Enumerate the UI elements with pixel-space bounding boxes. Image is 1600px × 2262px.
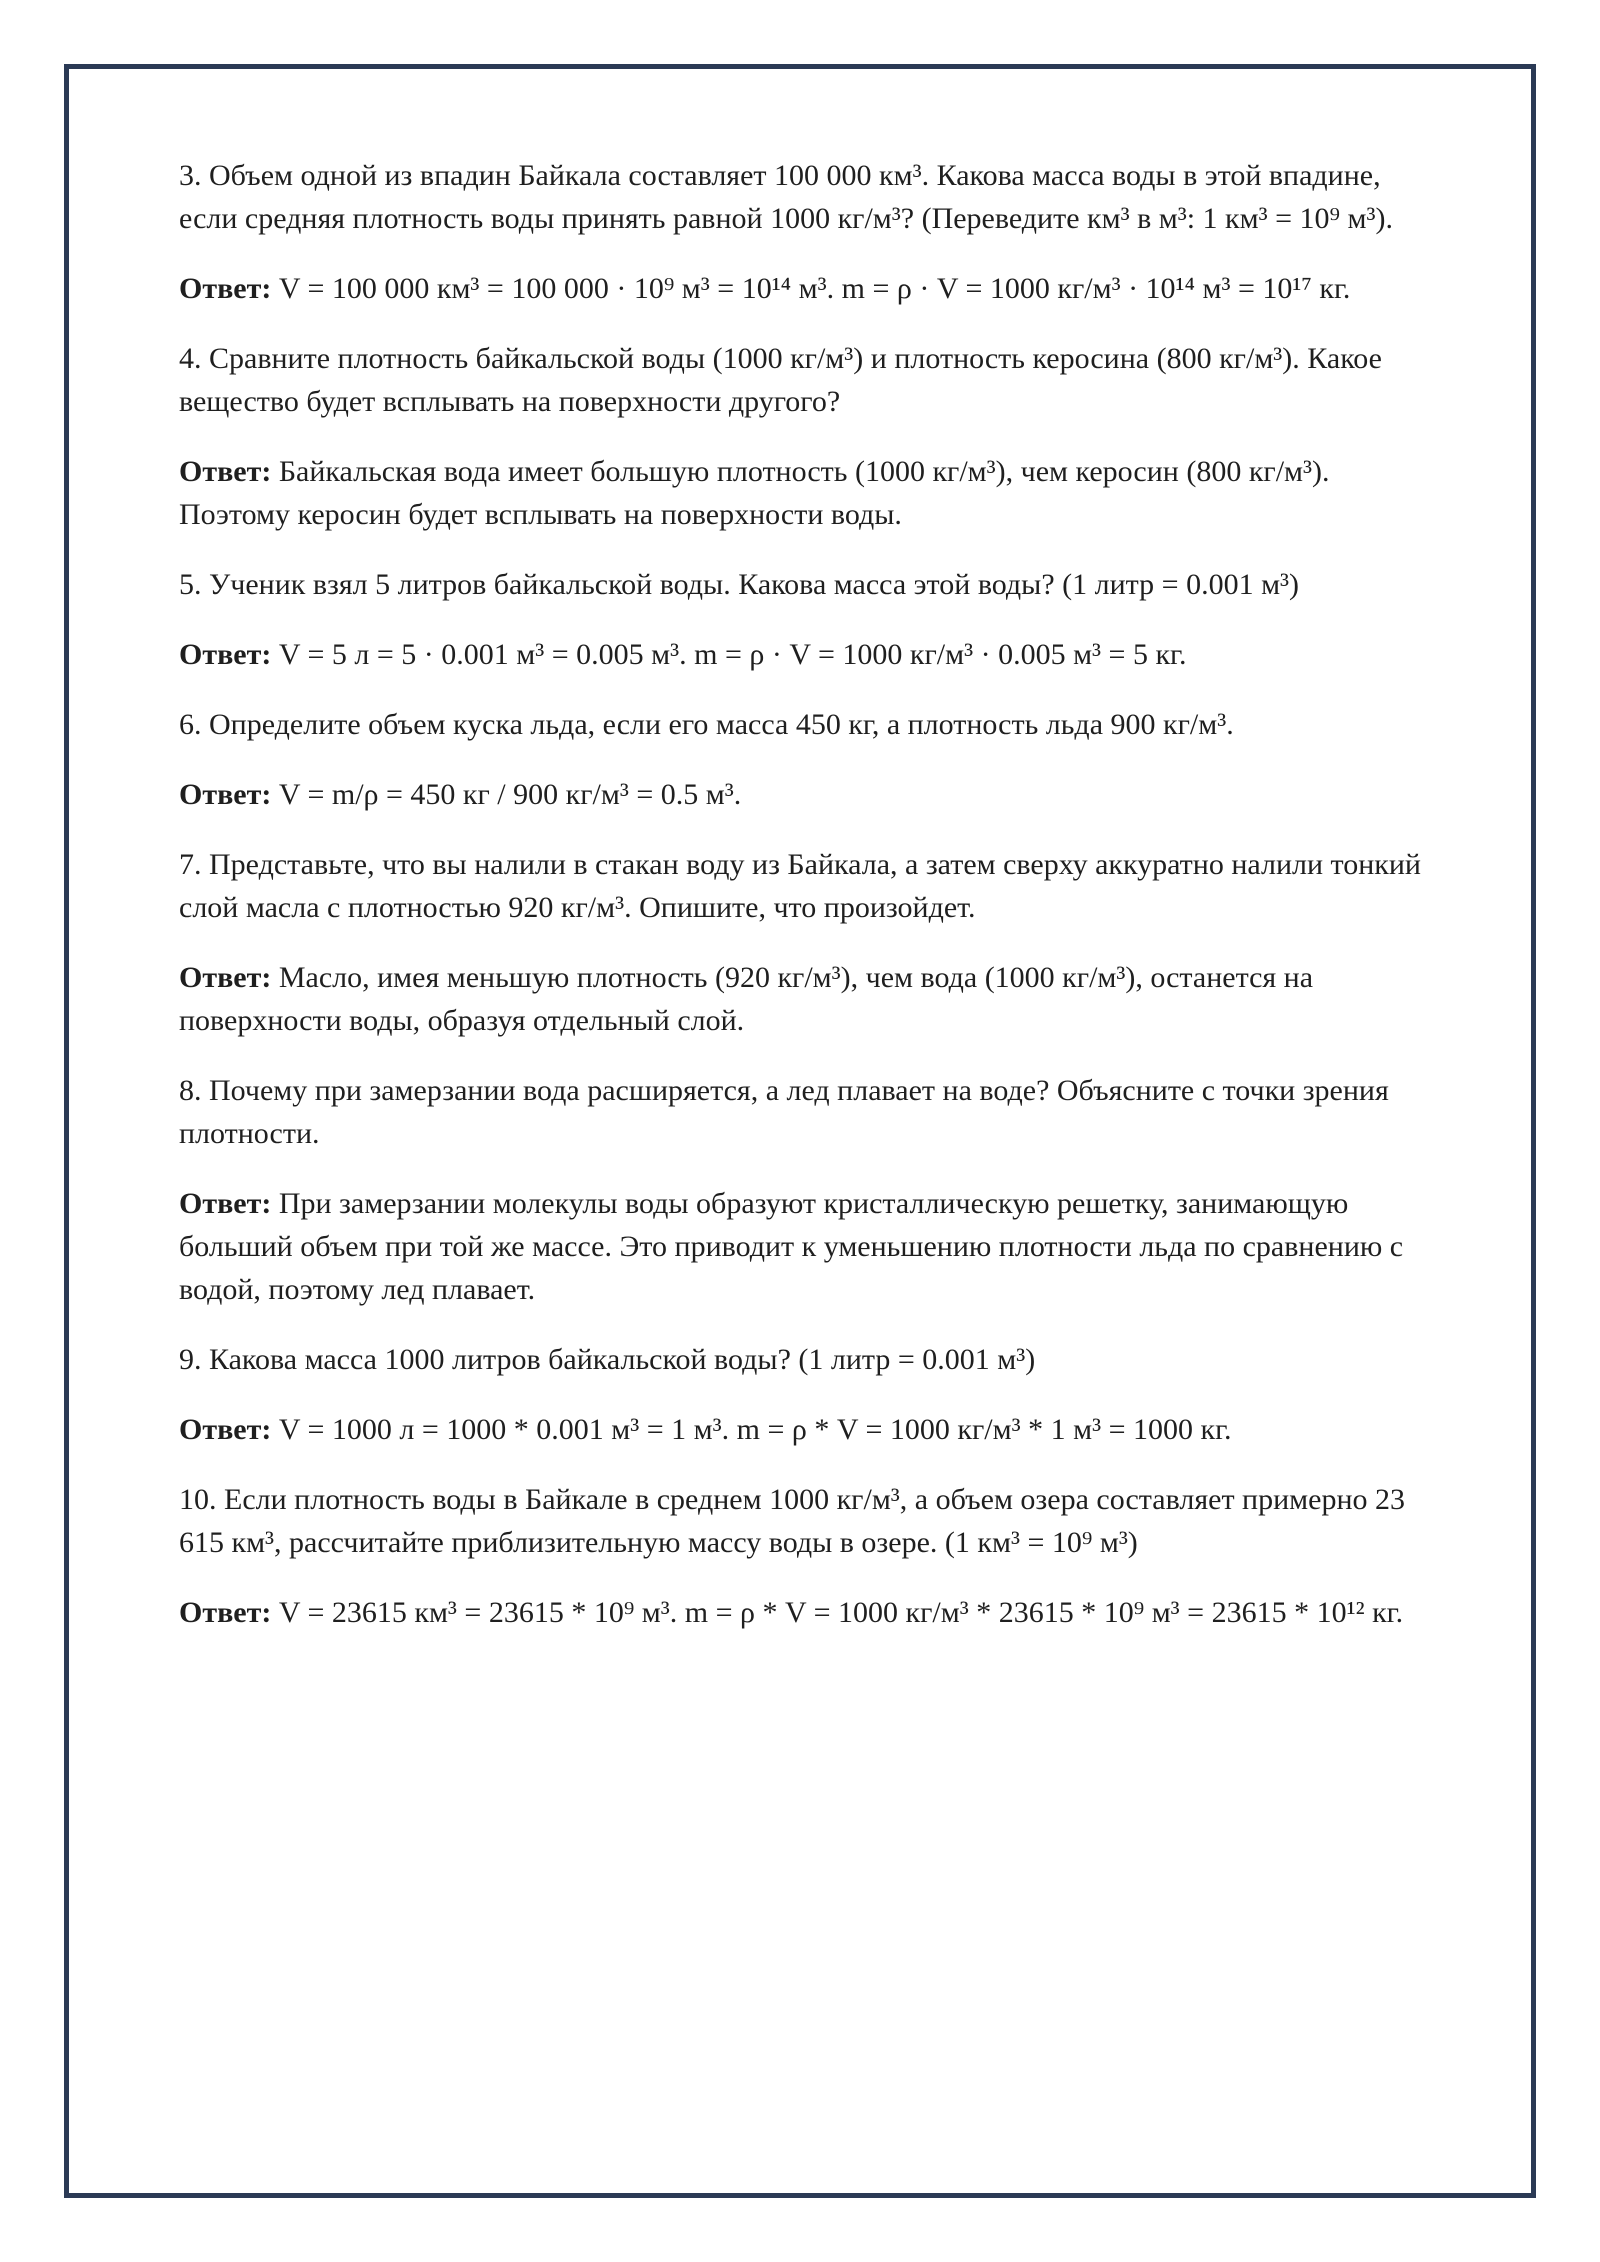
answer-text: V = 23615 км³ = 23615 * 10⁹ м³. m = ρ * V = 1000 кг/м³ * 23615 * 10⁹ м³ = 23615 * 10¹² кг. xyxy=(278,1596,1404,1629)
page-frame xyxy=(64,64,1536,2198)
answer-label: Ответ: xyxy=(179,1187,272,1220)
question-10: 10. Если плотность воды в Байкале в среднем 1000 кг/м³, а объем озера составляет примерно 23 615 км³, рассчитайте приблизительную массу воды в озере. (1 км³ = 10⁹ м³) xyxy=(179,1483,1406,1559)
answer-7 xyxy=(179,956,1439,1042)
answer-label: Ответ: xyxy=(179,1413,272,1446)
answer-8 xyxy=(179,1182,1439,1311)
question-8: 8. Почему при замерзании вода расширяется, а лед плавает на воде? Объясните с точки зрения плотности. xyxy=(179,1074,1389,1150)
answer-text: При замерзании молекулы воды образуют кристаллическую решетку, занимающую больший объем при той же массе. Это приводит к уменьшению плотности льда по сравнению с водой, поэтому лед плавает. xyxy=(179,1187,1404,1306)
question-4: 4. Сравните плотность байкальской воды (1000 кг/м³) и плотность керосина (800 кг/м³). Какое вещество будет всплывать на поверхности другого? xyxy=(179,342,1382,418)
answer-5 xyxy=(179,633,1439,676)
answer-3 xyxy=(179,267,1439,310)
question-6: 6. Определите объем куска льда, если его масса 450 кг, а плотность льда 900 кг/м³. xyxy=(179,708,1234,741)
question-5: 5. Ученик взял 5 литров байкальской воды. Какова масса этой воды? (1 литр = 0.001 м³) xyxy=(179,568,1300,601)
answer-6 xyxy=(179,773,1439,816)
answer-10 xyxy=(179,1591,1439,1634)
question-3: 3. Объем одной из впадин Байкала составляет 100 000 км³. Какова масса воды в этой впадине, если средняя плотность воды принять равной 1000 кг/м³? (Переведите км³ в м³: 1 км³ = 10⁹ м³). xyxy=(179,159,1393,235)
answer-label: Ответ: xyxy=(179,272,272,305)
answer-text: V = 5 л = 5 · 0.001 м³ = 0.005 м³. m = ρ · V = 1000 кг/м³ · 0.005 м³ = 5 кг. xyxy=(278,638,1187,671)
answer-text: Масло, имея меньшую плотность (920 кг/м³), чем вода (1000 кг/м³), останется на поверхности воды, образуя отдельный слой. xyxy=(179,961,1314,1037)
question-7: 7. Представьте, что вы налили в стакан воду из Байкала, а затем сверху аккуратно налили тонкий слой масла с плотностью 920 кг/м³. Опишите, что произойдет. xyxy=(179,848,1421,924)
answer-label: Ответ: xyxy=(179,455,272,488)
document-body xyxy=(179,154,1439,1661)
answer-9 xyxy=(179,1408,1439,1451)
answer-label: Ответ: xyxy=(179,1596,272,1629)
answer-text: V = m/ρ = 450 кг / 900 кг/м³ = 0.5 м³. xyxy=(278,778,742,811)
answer-text: V = 100 000 км³ = 100 000 · 10⁹ м³ = 10¹⁴ м³. m = ρ · V = 1000 кг/м³ · 10¹⁴ м³ = 10¹⁷ кг. xyxy=(278,272,1351,305)
answer-label: Ответ: xyxy=(179,961,272,994)
answer-text: V = 1000 л = 1000 * 0.001 м³ = 1 м³. m = ρ * V = 1000 кг/м³ * 1 м³ = 1000 кг. xyxy=(278,1413,1232,1446)
answer-4 xyxy=(179,450,1439,536)
answer-label: Ответ: xyxy=(179,638,272,671)
answer-text: Байкальская вода имеет большую плотность (1000 кг/м³), чем керосин (800 кг/м³). Поэтому керосин будет всплывать на поверхности воды. xyxy=(179,455,1330,531)
answer-label: Ответ: xyxy=(179,778,272,811)
question-9: 9. Какова масса 1000 литров байкальской воды? (1 литр = 0.001 м³) xyxy=(179,1343,1036,1376)
